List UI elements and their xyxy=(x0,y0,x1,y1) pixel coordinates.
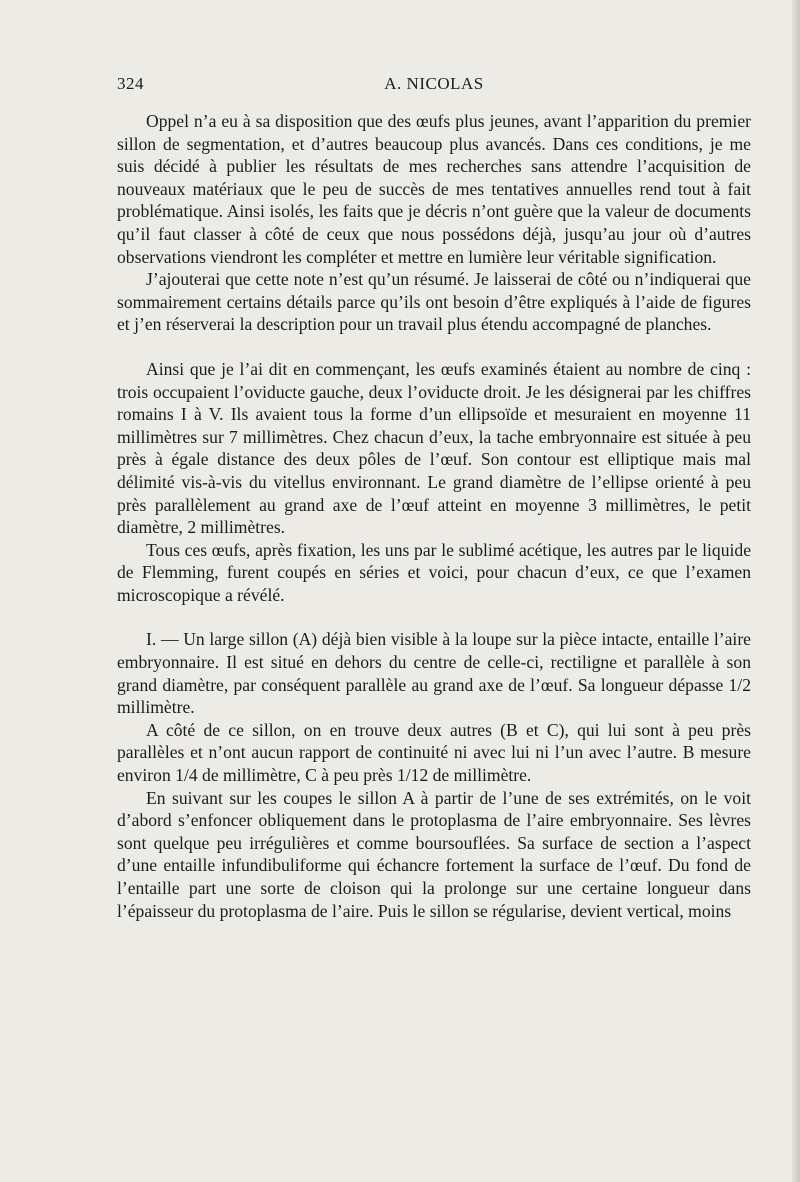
paragraph-7: En suivant sur les coupes le sillon A à partir de l’une de ses extrémités, on le voit d’abord s’enfoncer obliquement dans le protoplasma de l’aire embryonnaire. Ses lèvres sont quelque peu irrégulières et comme boursouflées. Sa surface de section a l’aspect d’une entaille infundibuliforme qui échancre fortement la surface de l’œuf. Du fond de l’entaille part une sorte de cloison qui la prolonge sur une certaine longueur dans l’épaisseur du protoplasma de l’aire. Puis le sillon se régularise, devient vertical, moins xyxy=(117,787,751,921)
paragraph-3: Ainsi que je l’ai dit en commençant, les œufs examinés étaient au nombre de cinq : trois occupaient l’oviducte gauche, deux l’oviducte droit. Je les désignerai par les chiffres romains I à V. Ils avaient tous la forme d’un ellipsoïde et mesuraient en moyenne 11 millimètres sur 7 millimètres. Chez chacun d’eux, la tache embryonnaire est située à peu près à égale distance des deux pôles de l’œuf. Son contour est elliptique mais mal délimité vis-à-vis du vitellus environnant. Le grand diamètre de l’ellipse orienté à peu près parallèlement au grand axe de l’œuf atteint en moyenne 3 millimètres, le petit diamètre, 2 millimètres. xyxy=(117,358,751,538)
paragraph-4: Tous ces œufs, après fixation, les uns par le sublimé acétique, les autres par le liquide de Flemming, furent coupés en séries et voici, pour chacun d’eux, ce que l’examen microscopique a révélé. xyxy=(117,539,751,605)
paragraph-2: J’ajouterai que cette note n’est qu’un résumé. Je laisserai de côté ou n’indiquerai que sommairement certains détails parce qu’ils ont besoin d’être expliqués à l’aide de figures et j’en réserverai la description pour un travail plus étendu accompagné de planches. xyxy=(117,269,751,335)
paragraph-5: I. — Un large sillon (A) déjà bien visible à la loupe sur la pièce intacte, entaille l’aire embryonnaire. Il est situé en dehors du centre de celle-ci, rectiligne et parallèle à son grand diamètre, par conséquent parallèle au grand axe de l’œuf. Sa longueur dépasse 1/2 millimètre. xyxy=(117,629,751,718)
page-header xyxy=(117,70,751,100)
running-head: A. NICOLAS xyxy=(384,74,484,93)
page-edge xyxy=(792,0,800,1182)
paragraph-1: Oppel n’a eu à sa disposition que des œufs plus jeunes, avant l’apparition du premier sillon de segmentation, et d’autres beaucoup plus avancés. Dans ces conditions, je me suis décidé à publier les résultats de mes recherches sans attendre l’acquisition de nouveaux matériaux que le peu de succès de mes tentatives annuelles rend tout à fait problématique. Ainsi isolés, les faits que je décris n’ont guère que la valeur de documents qu’il faut classer à côté de ceux que nous possédons déjà, jusqu’au jour où d’autres observations viendront les compléter et mettre en lumière leur véritable signification. xyxy=(117,111,751,267)
paragraph-6: A côté de ce sillon, on en trouve deux autres (B et C), qui lui sont à peu près parallèles et n’ont aucun rapport de continuité ni avec lui ni l’un avec l’autre. B mesure environ 1/4 de millimètre, C à peu près 1/12 de millimètre. xyxy=(117,719,751,786)
page-number: 324 xyxy=(117,74,144,93)
body-text xyxy=(117,110,751,922)
